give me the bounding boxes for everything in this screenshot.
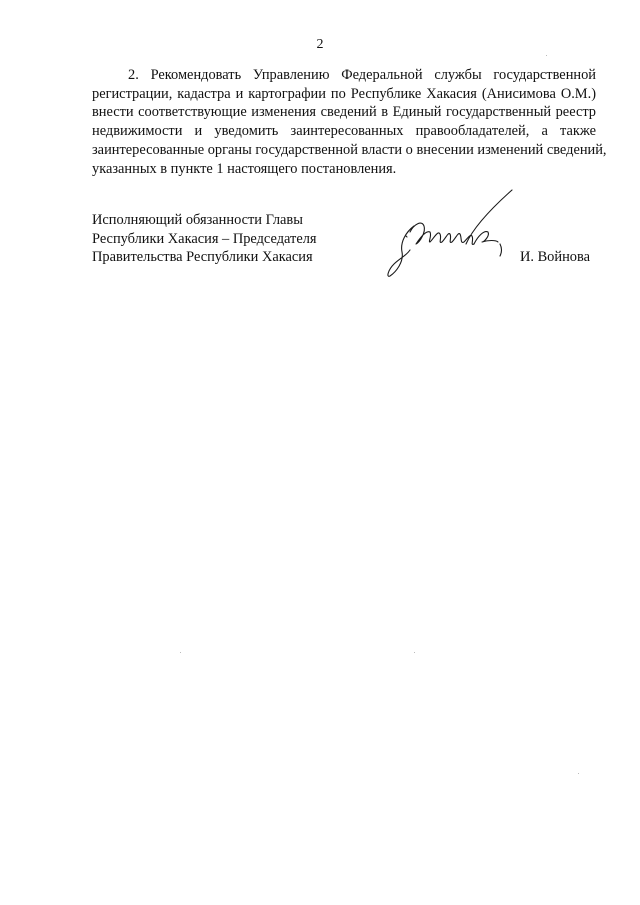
body-paragraph bbox=[92, 66, 607, 178]
scan-speck bbox=[180, 652, 181, 653]
handwritten-signature bbox=[384, 186, 524, 284]
paragraph-line: внести соответствующие изменения сведений в Единый государственный реестр bbox=[92, 104, 596, 121]
paragraph-line: 2. Рекомендовать Управлению Федеральной службы государственной bbox=[128, 67, 596, 83]
signer-title-block bbox=[92, 211, 317, 267]
paragraph-line: недвижимости и уведомить заинтересованных правообладателей, а также bbox=[92, 123, 596, 140]
signer-name: И. Войнова bbox=[520, 249, 590, 265]
page-number: 2 bbox=[316, 37, 324, 52]
signer-title-line: Исполняющий обязанности Главы bbox=[92, 212, 303, 228]
paragraph-line: заинтересованные органы государственной власти о внесении изменений сведений, bbox=[92, 141, 607, 158]
paragraph-line: регистрации, кадастра и картографии по Республике Хакасия (Анисимова О.М.) bbox=[92, 85, 596, 102]
scan-speck bbox=[414, 652, 415, 653]
paragraph-line: указанных в пункте 1 настоящего постановления. bbox=[92, 160, 397, 177]
signer-title-line: Республики Хакасия – Председателя bbox=[92, 230, 317, 247]
signature-ink bbox=[388, 190, 512, 276]
scan-speck bbox=[546, 55, 547, 56]
signer-title-line: Правительства Республики Хакасия bbox=[92, 249, 313, 266]
scan-speck bbox=[578, 773, 579, 774]
